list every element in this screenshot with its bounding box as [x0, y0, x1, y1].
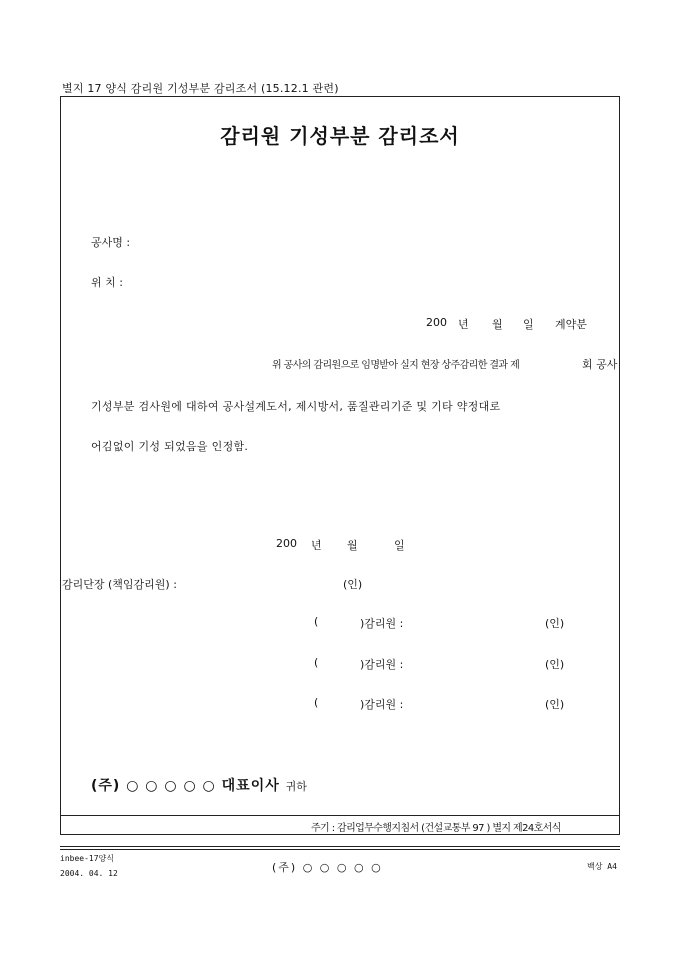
supervisor-seal: (인): [545, 658, 565, 671]
date-year: 200: [276, 537, 297, 550]
supervisor-label: )감리원 :: [360, 698, 404, 711]
date-year-unit: 년: [311, 539, 322, 552]
supervisor-label: )감리원 :: [360, 617, 404, 630]
supervisor-seal: (인): [545, 698, 565, 711]
footnote-divider: [60, 815, 620, 816]
supervisor-open-paren: (: [314, 656, 319, 669]
form-note: 주기 : 감리업무수행지침서 (건설교통부 97 ) 별지 제24호서식: [311, 823, 561, 834]
project-name-label: 공사명 :: [91, 236, 131, 249]
supervisor-label: )감리원 :: [360, 658, 404, 671]
body-line-3: 어김없이 기성 되었음을 인정함.: [91, 440, 249, 453]
date-month-unit: 월: [347, 539, 358, 552]
document-title: 감리원 기성부분 감리조서: [220, 124, 460, 148]
footer-rule: [60, 849, 620, 850]
addressee-suffix: 귀하: [285, 780, 307, 793]
footer-paper-size: 백상 A4: [587, 862, 617, 871]
document-frame: [60, 96, 620, 835]
supervisor-seal: (인): [545, 617, 565, 630]
chief-seal: (인): [343, 578, 363, 591]
footer-rule: [60, 846, 620, 847]
date-day-unit: 일: [394, 539, 405, 552]
footer-date: 2004. 04. 12: [60, 869, 118, 878]
addressee-name: (주) ○ ○ ○ ○ ○ 대표이사: [91, 778, 280, 794]
footer-company: (주) ○ ○ ○ ○ ○: [272, 861, 383, 874]
form-header-label: 별지 17 양식 감리원 기성부분 감리조서 (15.12.1 관련): [62, 82, 339, 95]
chief-supervisor-label: 감리단장 (책임감리원) :: [62, 578, 177, 591]
body-line-1: 위 공사의 감리원으로 임명받아 실지 현장 상주감리한 결과 제: [272, 360, 520, 371]
body-line-1-suffix: 회 공사: [582, 358, 618, 371]
contract-year-unit: 년: [458, 318, 469, 331]
contract-suffix: 계약분: [555, 318, 587, 331]
contract-day-unit: 일: [523, 318, 534, 331]
addressee: [91, 775, 307, 795]
body-line-2: 기성부분 검사원에 대하여 공사설계도서, 제시방서, 품질관리기준 및 기타 약정대로: [91, 400, 501, 413]
contract-month-unit: 월: [492, 318, 503, 331]
footer-form-code: inbee-17양식: [60, 854, 114, 863]
contract-year: 200: [426, 316, 447, 329]
supervisor-open-paren: (: [314, 615, 319, 628]
location-label: 위 치 :: [91, 276, 123, 289]
supervisor-open-paren: (: [314, 696, 319, 709]
